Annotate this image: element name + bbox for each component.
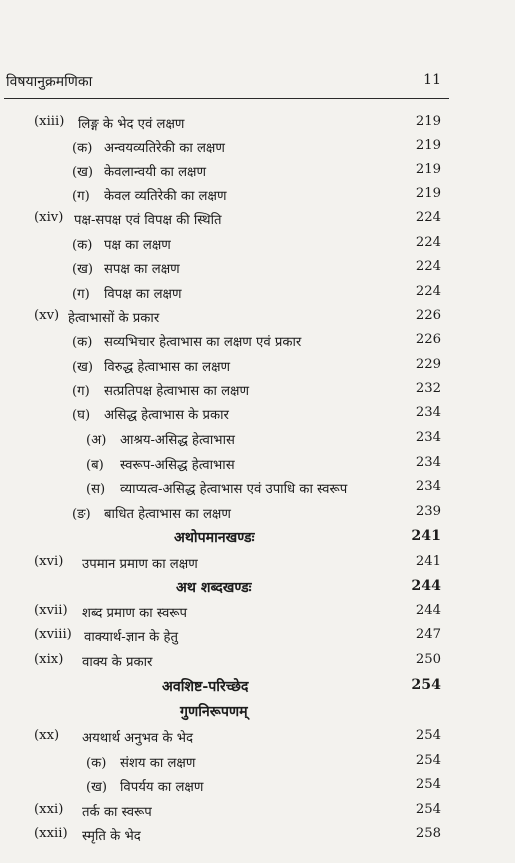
entry-text: व्याप्यत्व-असिद्ध हेत्वाभास एवं उपाधि का स्वरूप [120,482,348,497]
entry-text: सत्प्रतिपक्ष हेत्वाभास का लक्षण [104,384,250,399]
section-page: 241 [411,528,441,544]
entry-text: अन्वयव्यतिरेकी का लक्षण [104,141,225,156]
entry-label: (ग) [72,384,90,399]
header-divider [4,98,449,99]
section-title: अथोपमानखण्डः [174,530,255,546]
entry-label: (ग) [72,287,90,302]
toc-entry [0,114,515,139]
entry-page: 224 [415,235,441,250]
entry-label: (ख) [72,262,94,277]
toc-entry [0,381,515,406]
entry-text: संशय का लक्षण [120,756,196,771]
subsection-title: गुणनिरूपणम् [180,704,248,720]
toc-entry [0,210,515,235]
entry-label: (क) [72,335,93,350]
entry-label: (स) [86,482,106,497]
entry-page: 219 [415,186,441,201]
entry-page: 219 [415,162,441,177]
entry-text: तर्क का स्वरूप [82,805,152,820]
entry-page: 229 [415,357,441,372]
entry-text: आश्रय-असिद्ध हेत्वाभास [120,433,235,448]
section-page: 254 [411,677,441,693]
entry-page: 234 [415,430,441,445]
header-page-number: 11 [423,72,441,88]
toc-entry [0,259,515,284]
section-heading [0,677,515,702]
entry-page: 239 [415,504,441,519]
entry-page: 226 [415,308,441,323]
toc-entry [0,504,515,529]
toc-entry [0,603,515,628]
entry-page: 250 [415,652,441,667]
section-title: अथ शब्दखण्डः [176,580,252,596]
entry-page: 258 [415,826,441,841]
toc-entry [0,455,515,480]
entry-text: पक्ष-सपक्ष एवं विपक्ष की स्थिति [74,213,222,228]
entry-label: (ङ) [72,507,91,522]
entry-label: (ख) [72,360,94,375]
entry-label: (xix) [34,652,64,667]
entry-label: (ग) [72,189,90,204]
entry-text: विपक्ष का लक्षण [104,287,182,302]
entry-label: (xv) [34,308,60,323]
entry-page: 244 [415,603,441,618]
entry-page: 234 [415,479,441,494]
entry-label: (xvii) [34,603,68,618]
entry-text: असिद्ध हेत्वाभास के प्रकार [104,408,229,423]
entry-page: 254 [415,728,441,743]
entry-text: पक्ष का लक्षण [104,238,171,253]
entry-label: (घ) [72,408,91,423]
entry-text: विपर्यय का लक्षण [120,780,204,795]
toc-entry [0,162,515,187]
entry-text: वाक्य के प्रकार [82,655,153,670]
entry-label: (अ) [86,433,107,448]
entry-label: (xxi) [34,802,64,817]
entry-label: (xx) [34,728,60,743]
toc-entry [0,357,515,382]
entry-page: 254 [415,753,441,768]
entry-text: केवलान्वयी का लक्षण [104,165,207,180]
entry-label: (क) [72,141,93,156]
toc-entry [0,777,515,802]
entry-page: 224 [415,284,441,299]
section-heading [0,528,515,553]
toc-entry [0,728,515,753]
entry-text: स्वरूप-असिद्ध हेत्वाभास [120,458,235,473]
entry-text: सपक्ष का लक्षण [104,262,180,277]
entry-label: (ख) [72,165,94,180]
entry-text: लिङ्ग के भेद एवं लक्षण [78,117,185,132]
entry-page: 247 [415,627,441,642]
toc-entry [0,405,515,430]
entry-page: 234 [415,405,441,420]
toc-entry [0,430,515,455]
entry-page: 226 [415,332,441,347]
toc-entry [0,308,515,333]
entry-page: 224 [415,259,441,274]
toc-entry [0,138,515,163]
entry-page: 234 [415,455,441,470]
toc-entry [0,554,515,579]
entry-text: उपमान प्रमाण का लक्षण [82,557,198,572]
entry-page: 219 [415,138,441,153]
toc-entry [0,284,515,309]
entry-text: स्मृति के भेद [82,829,141,844]
entry-label: (xiv) [34,210,64,225]
entry-label: (क) [72,238,93,253]
entry-label: (xvi) [34,554,64,569]
toc-entry [0,826,515,851]
toc-entry [0,235,515,260]
entry-text: अयथार्थ अनुभव के भेद [82,731,193,746]
entry-page: 241 [415,554,441,569]
page-header [6,72,441,96]
entry-text: विरुद्ध हेत्वाभास का लक्षण [104,360,231,375]
entry-text: केवल व्यतिरेकी का लक्षण [104,189,227,204]
toc-entry [0,627,515,652]
entry-text: हेत्वाभासों के प्रकार [68,311,160,326]
entry-label: (xxii) [34,826,68,841]
entry-label: (xiii) [34,114,65,129]
entry-label: (ब) [86,458,104,473]
entry-page: 224 [415,210,441,225]
entry-page: 232 [415,381,441,396]
toc-entry [0,753,515,778]
toc-entry [0,332,515,357]
toc-entry [0,802,515,827]
section-title: अवशिष्ट-परिच्छेद [162,679,249,695]
toc-entry [0,479,515,504]
header-title: विषयानुक्रमणिका [6,74,93,90]
toc-entry [0,186,515,211]
entry-text: वाक्यार्थ-ज्ञान के हेतु [84,630,178,645]
section-page: 244 [411,578,441,594]
entry-page: 254 [415,777,441,792]
entry-text: बाधित हेत्वाभास का लक्षण [104,507,231,522]
entry-text: शब्द प्रमाण का स्वरूप [82,606,188,621]
entry-text: सव्यभिचार हेत्वाभास का लक्षण एवं प्रकार [104,335,302,350]
entry-label: (क) [86,756,107,771]
entry-label: (xviii) [34,627,72,642]
toc-entry [0,652,515,677]
entry-page: 254 [415,802,441,817]
entry-label: (ख) [86,780,108,795]
section-heading [0,578,515,603]
subsection-heading [0,702,515,727]
entry-page: 219 [415,114,441,129]
